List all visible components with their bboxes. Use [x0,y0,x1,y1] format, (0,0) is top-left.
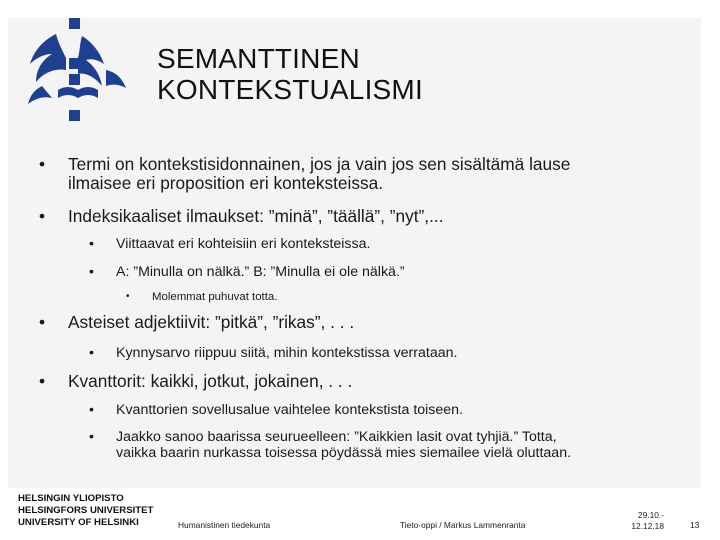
bullet-text: Kvanttorien sovellusalue vaihtelee kontekstista toiseen. [116,402,464,418]
footer-date [622,510,664,532]
page-number: 13 [690,520,700,530]
bullet-marker: • [89,429,94,445]
bullet-item [39,154,668,194]
wordmark-line-3: UNIVERSITY OF HELSINKI [18,517,139,528]
bullet-text: Termi on kontekstisidonnainen, jos ja vain jos sen sisältämä lause [68,154,571,174]
bullet-marker: • [39,206,46,226]
wordmark-line-2: HELSINGFORS UNIVERSITET [18,505,154,516]
sub-bullet-item [89,264,676,281]
bullet-marker: • [89,402,94,418]
bullet-item [39,206,668,226]
bullet-text: Molemmat puhuvat totta. [152,291,278,303]
title-line-1: SEMANTTINEN [157,43,360,74]
bullet-item [39,312,668,332]
footer-date-line-2: 12.12.18 [631,521,664,531]
bullet-marker: • [39,154,46,174]
bullet-text: Kynnysarvo riippuu siitä, mihin kontekstissa verrataan. [116,345,458,361]
footer-date-line-1: 29.10.- [637,510,664,520]
bullet-marker: • [89,236,94,252]
bullet-marker: • [126,291,130,302]
bullet-item [39,371,668,391]
sub-bullet-item [89,429,676,462]
university-wordmark [18,493,153,529]
bullet-marker: • [39,312,46,332]
sub-sub-bullet-item [126,291,672,304]
footer-course: Tieto-oppi / Markus Lammenranta [400,520,526,530]
bullet-text: Jaakko sanoo baarissa seurueelleen: ”Kaikkien lasit ovat tyhjiä.” Totta, [116,429,557,445]
bullet-marker: • [39,371,46,391]
bullet-text: Asteiset adjektiivit: ”pitkä”, ”rikas”, . . . [68,312,355,332]
bullet-text: Indeksikaaliset ilmaukset: ”minä”, ”täällä”, ”nyt”,... [68,206,444,226]
sub-bullet-item [89,345,676,362]
footer-faculty: Humanistinen tiedekunta [178,520,271,530]
title-line-2: KONTEKSTUALISMI [157,74,423,105]
wordmark-line-1: HELSINGIN YLIOPISTO [18,493,124,504]
bullet-text: ilmaisee eri proposition eri konteksteissa. [68,173,384,194]
bullet-text: A: ”Minulla on nälkä.” B: ”Minulla ei ole nälkä.” [116,264,405,280]
sub-bullet-item [89,402,676,419]
bullet-text: vaikka baarin nurkassa toisessa pöydässä mies siemailee vielä oluttaan. [116,444,572,461]
bullet-text: Viittaavat eri kohteisiin eri konteksteissa. [116,236,371,252]
sub-bullet-item [89,236,676,253]
bullet-text: Kvanttorit: kaikki, jotkut, jokainen, . . . [68,371,353,391]
university-flame-logo-icon [22,14,132,124]
slide-title [157,43,423,105]
bullet-marker: • [89,345,94,361]
bullet-marker: • [89,264,94,280]
